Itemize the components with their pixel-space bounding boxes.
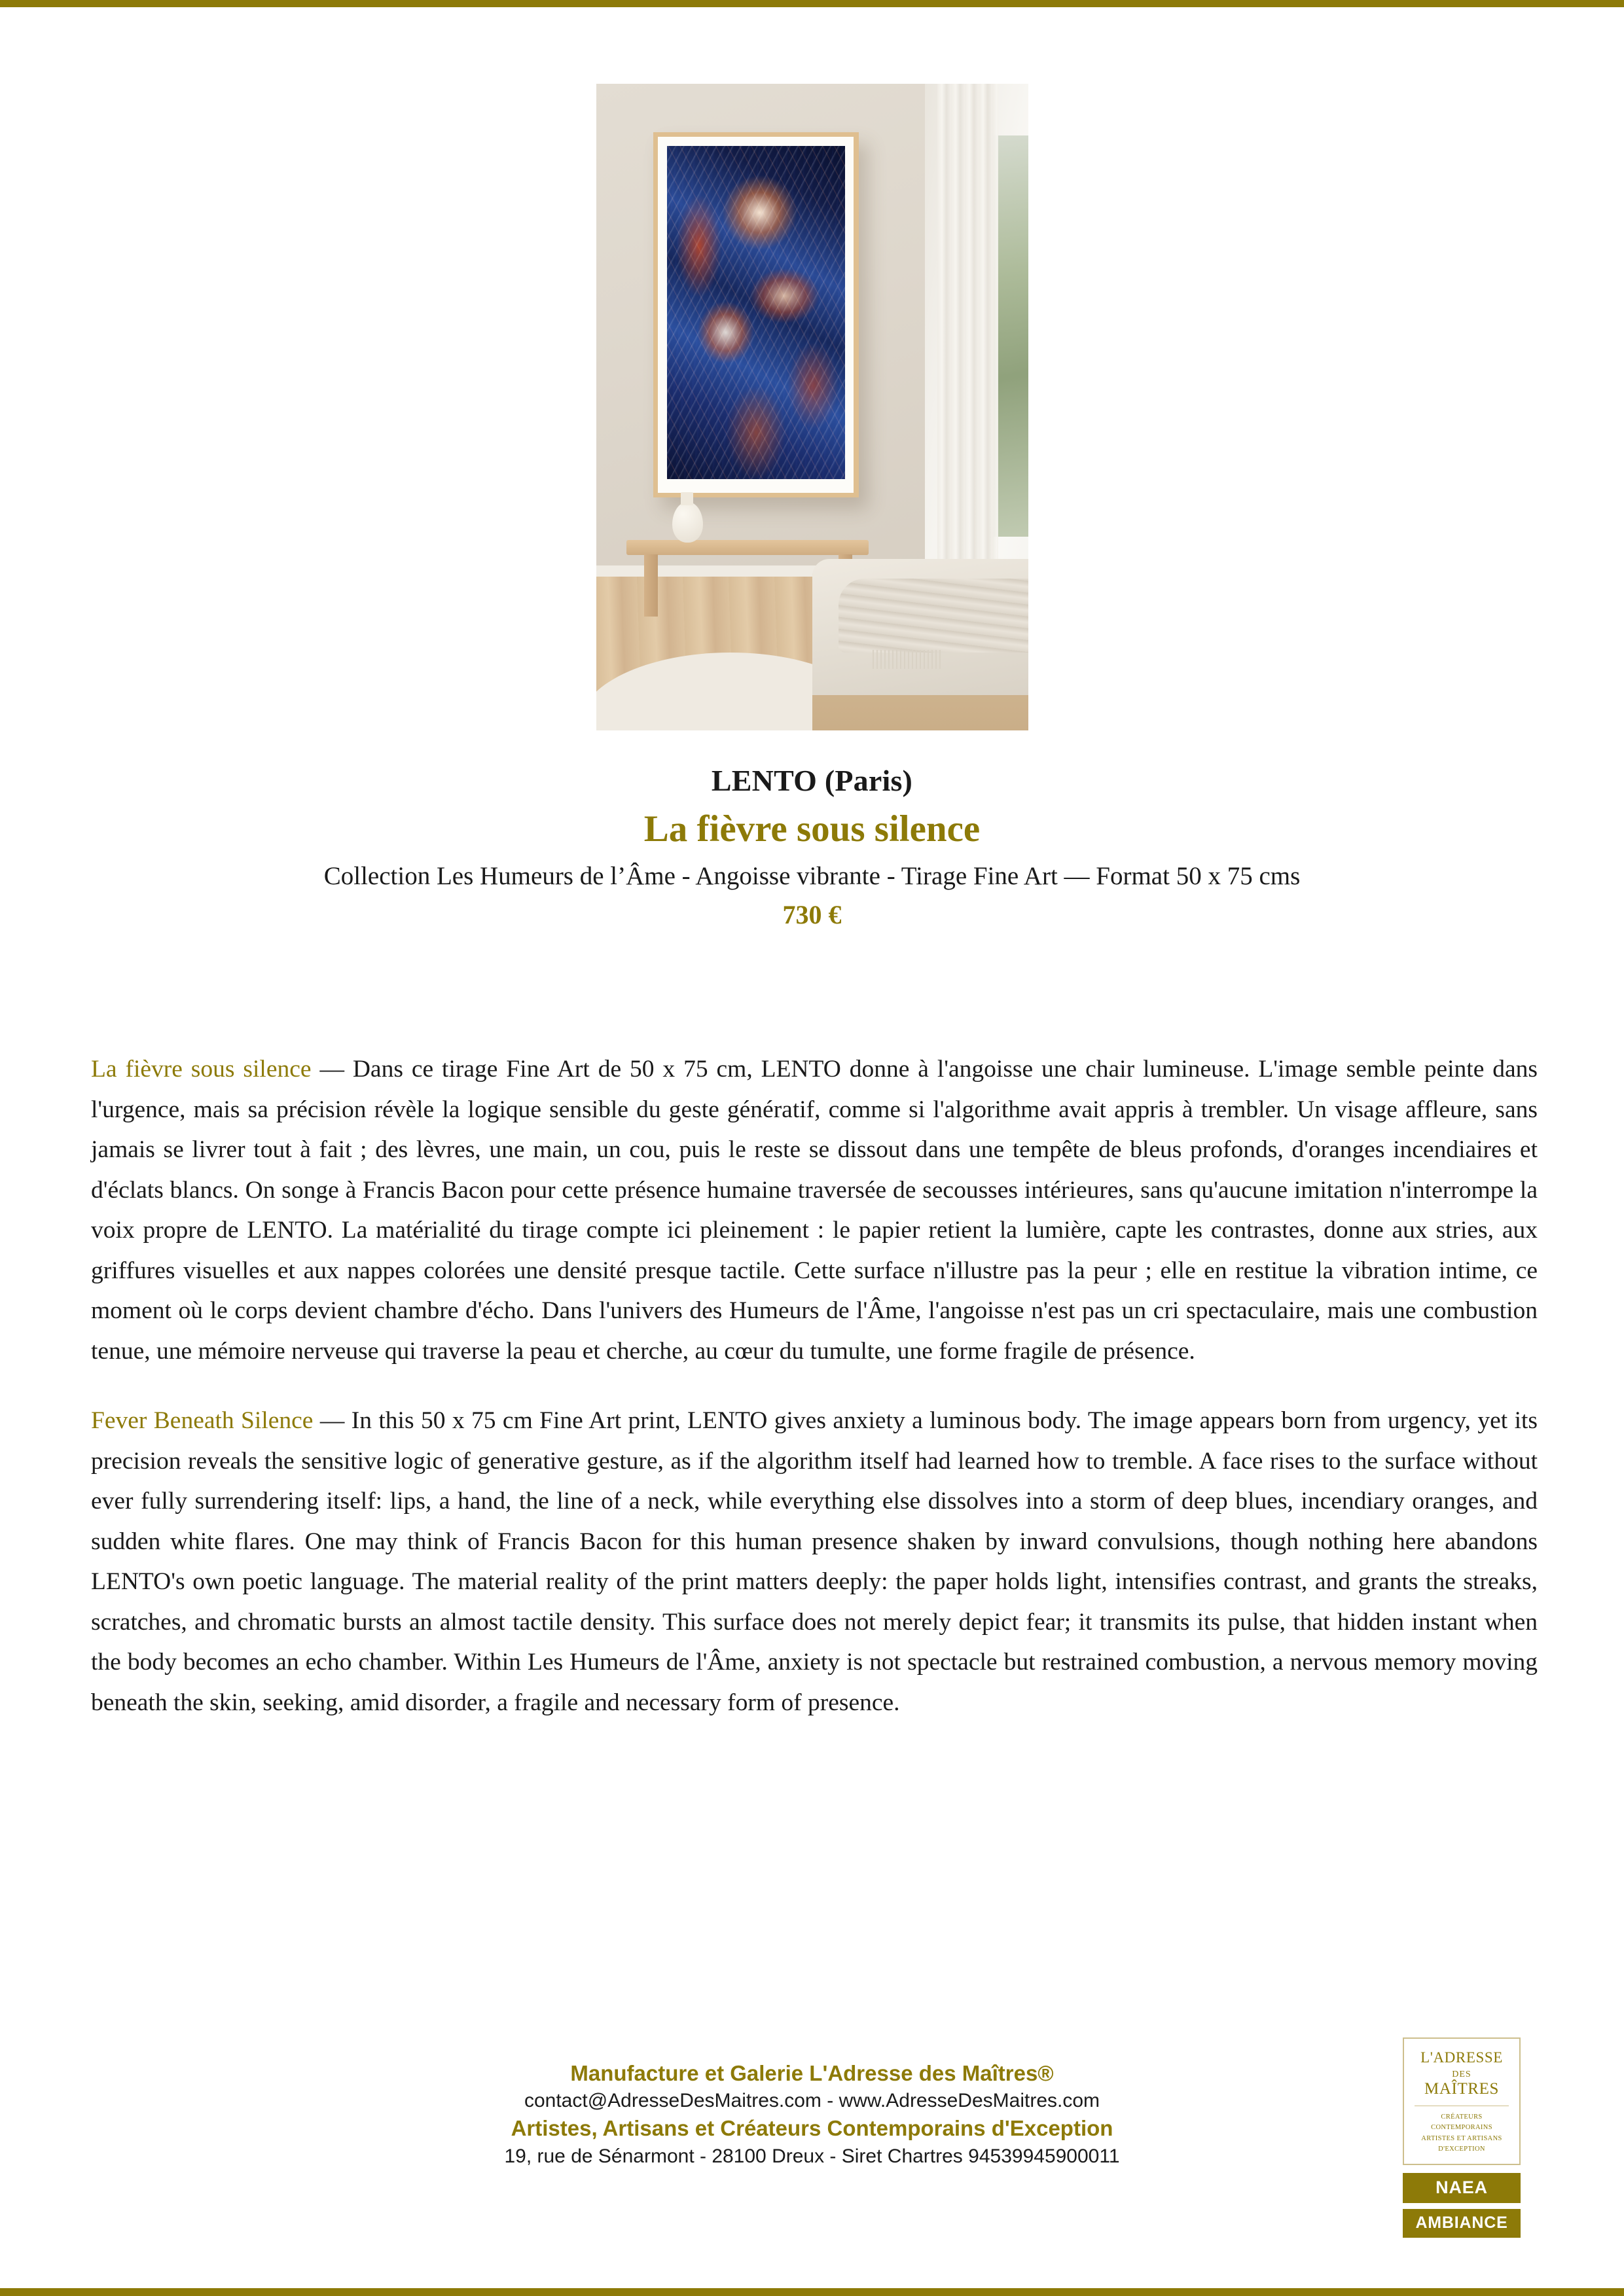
interior-scene xyxy=(596,84,1028,730)
paragraph-english xyxy=(91,1401,1538,1723)
brand-logo-block xyxy=(1403,2037,1521,2238)
bench-top xyxy=(626,540,869,556)
footer-address: 19, rue de Sénarmont - 28100 Dreux - Siret Chartres 94539945900011 xyxy=(504,2145,1120,2167)
top-gold-rule xyxy=(0,0,1624,7)
throw-fringe xyxy=(873,650,942,670)
paragraph-english-text: — In this 50 x 75 cm Fine Art print, LENTO gives anxiety a luminous body. The image appears born from urgency, yet its precision reveals the sensitive logic of generative gesture, as if the algorithm itself had learned how to tremble. A face rises to the surface without ever fully surrendering itself: lips, a hand, the line of a neck, while everything else dissolves into a storm of deep blues, incendiary oranges, and sudden white flares. One may think of Francis Bacon for this human presence shaken by inward convulsions, though nothing here abandons LENTO's own poetic language. The material reality of the print matters deeply: the paper holds light, intensifies contrast, and grants the streaks, scratches, and chromatic bursts an almost tactile density. This surface does not merely depict fear; it transmits its pulse, that hidden instant when the body becomes an echo chamber. Within Les Humeurs de l'Âme, anxiety is not spectacle but restrained combustion, a nervous memory moving beneath the skin, seeking, amid disorder, a fragile and necessary form of presence. xyxy=(91,1407,1538,1716)
vase-neck xyxy=(681,492,693,505)
paragraph-french-text: — Dans ce tirage Fine Art de 50 x 75 cm, LENTO donne à l'angoisse une chair lumineuse. L'image semble peinte dans l'urgence, mais sa précision révèle la logique sensible du geste génératif, comme si l'algorithme avait appris à trembler. Un visage affleure, sans jamais se livrer tout à fait ; des lèvres, une main, un cou, puis le reste se dissout dans une tempête de bleus profonds, d'oranges incendiaires et d'éclats blancs. On songe à Francis Bacon pour cette présence humaine traversée de secousses intérieures, sans qu'aucune imitation n'interrompe la voix propre de LENTO. La matérialité du tirage compte ici pleinement : le papier retient la lumière, capte les contrastes, donne aux stries, aux griffures visuelles et aux nappes colorées une densité presque tactile. Cette surface n'illustre pas la peur ; elle en restitue la vibration intime, ce moment où le corps devient chambre d'écho. Dans l'univers des Humeurs de l'Âme, l'angoisse n'est pas un cri spectaculaire, mais une combustion tenue, une mémoire nerveuse qui traverse la peau et cherche, au cœur du tumulte, une forme fragile de présence. xyxy=(91,1056,1538,1365)
paragraph-french-lead: La fièvre sous silence xyxy=(91,1056,312,1083)
footer xyxy=(0,2059,1624,2170)
badge-ambiance: AMBIANCE xyxy=(1403,2209,1521,2238)
throw-blanket xyxy=(839,579,1028,653)
paragraph-english-lead: Fever Beneath Silence xyxy=(91,1407,314,1434)
bottom-gold-rule xyxy=(0,2288,1624,2296)
brand-line-adresse: L'ADRESSE xyxy=(1420,2049,1503,2066)
work-subtitle: Collection Les Humeurs de l’Âme - Angoisse vibrante - Tirage Fine Art — Format 50 x 75 cms xyxy=(323,862,1301,891)
badge-naea: NAEA xyxy=(1403,2173,1521,2203)
brand-line-des: DES xyxy=(1452,2069,1471,2079)
frame-mat xyxy=(658,137,854,493)
brand-sub-line-3: D'EXCEPTION xyxy=(1438,2145,1485,2153)
brand-card xyxy=(1403,2037,1521,2165)
description-section xyxy=(91,1049,1538,1723)
artist-name: LENTO (Paris) xyxy=(711,764,913,797)
bench-leg-left xyxy=(644,554,658,617)
print-artwork xyxy=(667,146,845,479)
footer-contact[interactable]: contact@AdresseDesMaitres.com - www.AdresseDesMaitres.com xyxy=(524,2090,1100,2112)
footer-tagline: Artistes, Artisans et Créateurs Contemporains d'Exception xyxy=(511,2116,1113,2141)
picture-frame xyxy=(653,132,859,497)
title-block xyxy=(0,764,1624,929)
work-price: 730 € xyxy=(782,900,842,930)
paragraph-french xyxy=(91,1049,1538,1371)
brand-sub-line-2: ARTISTES ET ARTISANS xyxy=(1421,2134,1502,2142)
brand-sub-line-1: CRÉATEURS CONTEMPORAINS xyxy=(1431,2113,1492,2132)
vase xyxy=(672,502,704,543)
artwork-mockup-image xyxy=(596,84,1028,730)
window-glass xyxy=(994,135,1028,537)
brand-line-maitres: MAÎTRES xyxy=(1424,2080,1499,2098)
footer-company-name: Manufacture et Galerie L'Adresse des Maîtres® xyxy=(570,2061,1054,2085)
work-title: La fièvre sous silence xyxy=(643,808,981,850)
curtain xyxy=(937,84,998,588)
